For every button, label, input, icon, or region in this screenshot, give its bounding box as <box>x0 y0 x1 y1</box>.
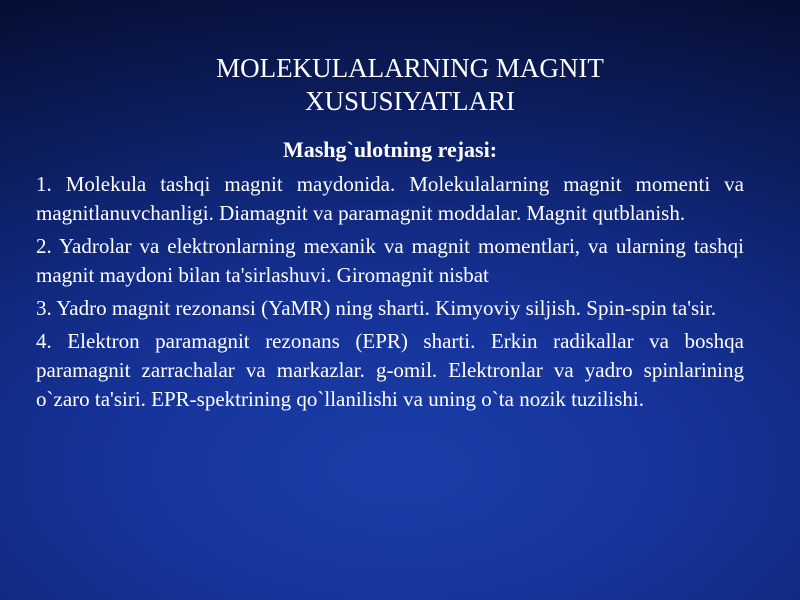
plan-item-3: 3. Yadro magnit rezonansi (YaMR) ning sharti. Kimyoviy siljish. Spin-spin ta'sir. <box>36 296 717 320</box>
slide-subtitle: Mashg`ulotning rejasi: <box>282 137 498 162</box>
slide-title-line-2: XUSUSIYATLARI <box>304 86 515 116</box>
slide-title <box>150 52 670 118</box>
slide-title-line-1: MOLEKULALARNING MAGNIT <box>216 53 604 83</box>
plan-list <box>36 170 744 418</box>
plan-item-1: 1. Molekula tashqi magnit maydonida. Molekulalarning magnit momenti va magnitlanuvchanligi. Diamagnit va paramagnit moddalar. Magnit qutblanish. <box>36 172 744 225</box>
plan-item-2: 2. Yadrolar va elektronlarning mexanik va magnit momentlari, va ularning tashqi magnit maydoni bilan ta'sirlashuvi. Giromagnit nisbat <box>36 234 744 287</box>
plan-item-4: 4. Elektron paramagnit rezonans (EPR) sharti. Erkin radikallar va boshqa paramagnit zarrachalar va markazlar. g-omil. Elektronlar va yadro spinlarining o`zaro ta'siri. EPR-spektrining qo`llanilishi va uning o`ta nozik tuzilishi. <box>36 329 744 411</box>
